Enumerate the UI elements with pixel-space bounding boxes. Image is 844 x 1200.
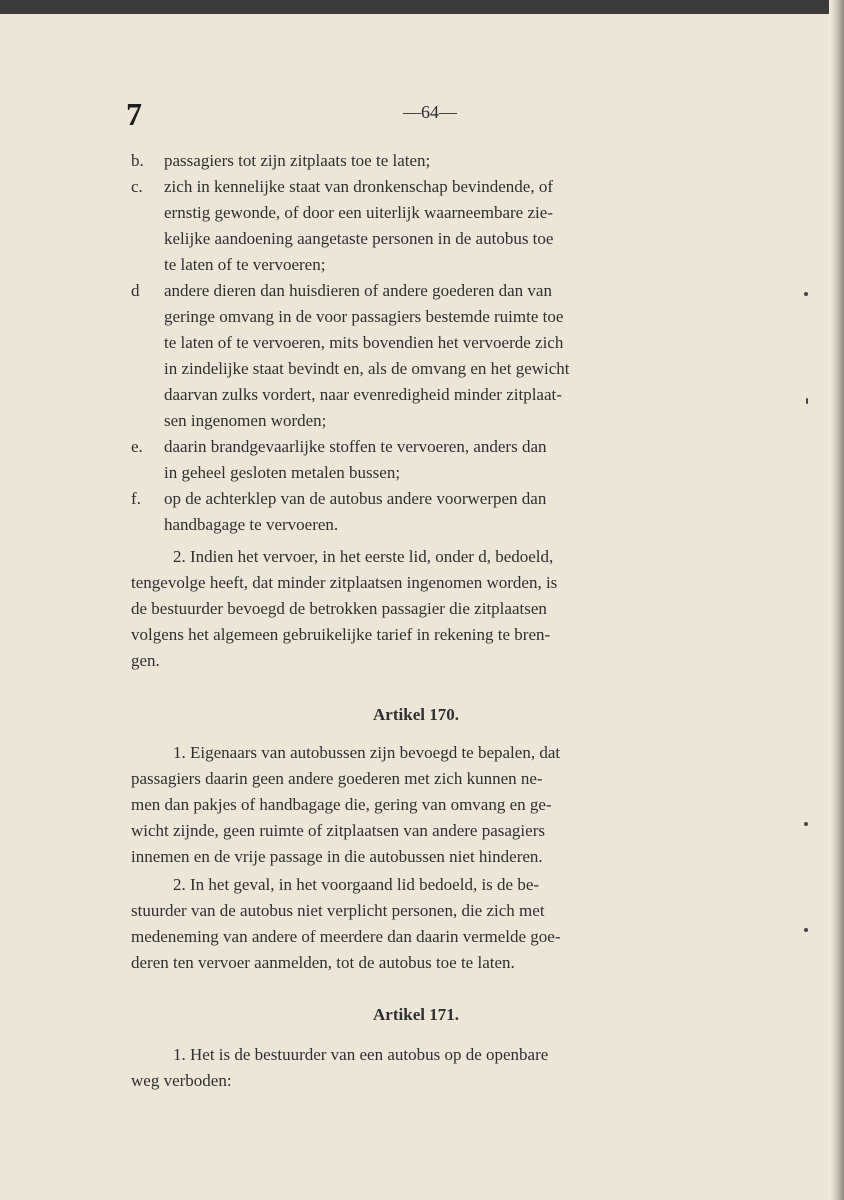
text-line: geringe omvang in de voor passagiers bestemde ruimte toe (164, 307, 564, 326)
text-line: passagiers daarin geen andere goederen met zich kunnen ne- (131, 769, 543, 788)
text-line: op de achterklep van de autobus andere voorwerpen dan (164, 489, 547, 508)
text-line: sen ingenomen worden; (164, 411, 327, 430)
book-spine-edge (829, 0, 844, 1200)
scan-speck (804, 928, 808, 932)
item-label: b. (131, 151, 144, 170)
scan-speck (806, 398, 808, 404)
text-line: passagiers tot zijn zitplaats toe te laten; (164, 151, 431, 170)
page-number: —64— (403, 102, 457, 122)
text-line: te laten of te vervoeren; (164, 255, 326, 274)
text-line: 2. In het geval, in het voorgaand lid bedoeld, is de be- (173, 875, 540, 894)
text-line: innemen en de vrije passage in die autobussen niet hinderen. (131, 847, 543, 866)
list-item-d (131, 278, 701, 434)
scan-speck (804, 822, 808, 826)
item-label: d (131, 281, 140, 300)
text-line: andere dieren dan huisdieren of andere goederen dan van (164, 281, 552, 300)
text-line: medeneming van andere of meerdere dan daarin vermelde goe- (131, 927, 561, 946)
text-line: weg verboden: (131, 1071, 232, 1090)
text-line: zich in kennelijke staat van dronkenschap bevindende, of (164, 177, 553, 196)
text-line: daarin brandgevaarlijke stoffen te vervoeren, anders dan (164, 437, 547, 456)
enumerated-list (131, 148, 701, 538)
text-line: te laten of te vervoeren, mits bovendien het vervoerde zich (164, 333, 564, 352)
text-line: 2. Indien het vervoer, in het eerste lid, onder d, bedoeld, (173, 547, 554, 566)
text-line: stuurder van de autobus niet verplicht personen, die zich met (131, 901, 545, 920)
text-line: volgens het algemeen gebruikelijke tarief in rekening te bren- (131, 625, 551, 644)
list-item-f (131, 486, 701, 538)
text-line: ernstig gewonde, of door een uiterlijk waarneembare zie- (164, 203, 553, 222)
text-line: handbagage te vervoeren. (164, 515, 339, 534)
list-item-c (131, 174, 701, 278)
text-line: 1. Eigenaars van autobussen zijn bevoegd te bepalen, dat (173, 743, 561, 762)
text-line: in geheel gesloten metalen bussen; (164, 463, 401, 482)
text-line: 1. Het is de bestuurder van een autobus op de openbare (173, 1045, 549, 1064)
scan-speck (804, 292, 808, 296)
text-line: wicht zijnde, geen ruimte of zitplaatsen van andere pasagiers (131, 821, 545, 840)
scan-top-edge (0, 0, 829, 14)
text-line: de bestuurder bevoegd de betrokken passagier die zitplaatsen (131, 599, 547, 618)
paragraph-2 (131, 544, 701, 674)
text-line: men dan pakjes of handbagage die, gering van omvang en ge- (131, 795, 552, 814)
text-line: tengevolge heeft, dat minder zitplaatsen ingenomen worden, is (131, 573, 558, 592)
text-line: gen. (131, 651, 160, 670)
article-170-paragraph-2 (131, 872, 701, 976)
item-label: f. (131, 489, 141, 508)
text-line: daarvan zulks vordert, naar evenredigheid minder zitplaat- (164, 385, 562, 404)
item-label: e. (131, 437, 143, 456)
list-item-e (131, 434, 701, 486)
text-line: deren ten vervoer aanmelden, tot de autobus toe te laten. (131, 953, 515, 972)
section-marker: 7 (126, 96, 142, 132)
article-171-heading: Artikel 171. (373, 1005, 459, 1024)
list-item-b (131, 148, 701, 174)
text-line: in zindelijke staat bevindt en, als de omvang en het gewicht (164, 359, 570, 378)
text-line: kelijke aandoening aangetaste personen in de autobus toe (164, 229, 554, 248)
article-170-heading: Artikel 170. (373, 705, 459, 724)
article-170-paragraph-1 (131, 740, 701, 870)
article-171-paragraph-1 (131, 1042, 701, 1094)
item-label: c. (131, 177, 143, 196)
